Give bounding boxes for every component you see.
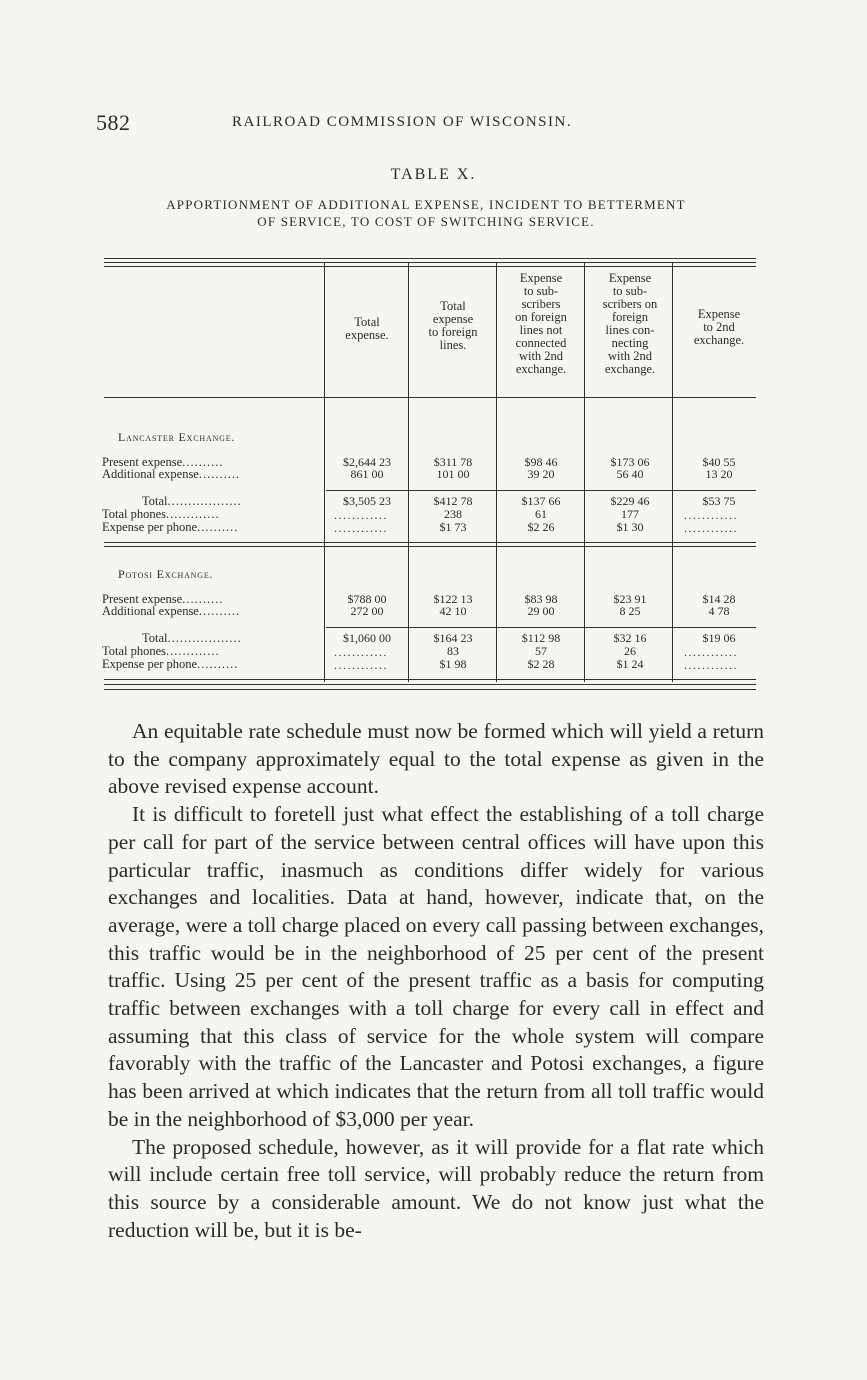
table-cell: $412 78 bbox=[433, 494, 473, 508]
table-rule bbox=[104, 258, 756, 259]
table-cell: $112 98 bbox=[521, 631, 561, 645]
leader-dots: .......... bbox=[198, 467, 241, 481]
column-divider bbox=[324, 262, 325, 682]
running-head: RAILROAD COMMISSION OF WISCONSIN. bbox=[232, 114, 573, 130]
column-header: to sub- bbox=[612, 284, 648, 298]
row-label-text: Total phones bbox=[102, 644, 167, 658]
table-cell: $173 06 bbox=[610, 455, 650, 469]
table-caption-line-1: APPORTIONMENT OF ADDITIONAL EXPENSE, INCIDENT TO BETTERMENT bbox=[166, 197, 686, 212]
empty-cell-dots: ............ bbox=[334, 645, 388, 659]
column-header: on foreign bbox=[515, 310, 567, 324]
table-cell: 56 40 bbox=[616, 467, 644, 481]
row-label-text: Present expense bbox=[102, 592, 183, 606]
table-cell: $1,060 00 bbox=[343, 631, 391, 645]
column-header: lines con- bbox=[605, 323, 655, 337]
table-cell: $3,505 23 bbox=[343, 494, 391, 508]
table-cell: 13 20 bbox=[705, 467, 733, 481]
leader-dots: .......... bbox=[197, 520, 239, 534]
table-cell: $137 66 bbox=[521, 494, 561, 508]
empty-cell-dots: ............ bbox=[684, 521, 738, 535]
table-cell: 83 bbox=[447, 644, 459, 658]
paragraph: An equitable rate schedule must now be formed which will yield a return to the company approximately equal to the total expense as given in the above revised expense account. bbox=[108, 719, 764, 799]
column-divider bbox=[496, 262, 497, 682]
table-cell: $14 28 bbox=[702, 592, 736, 606]
table-cell: $1 30 bbox=[616, 520, 644, 534]
table-cell: $32 16 bbox=[613, 631, 647, 645]
column-header: to 2nd bbox=[703, 320, 735, 334]
table-rule bbox=[104, 679, 756, 680]
table-cell: 8 25 bbox=[619, 604, 641, 618]
column-header: with 2nd bbox=[518, 349, 564, 363]
paragraph: It is difficult to foretell just what effect the establishing of a toll charge per call for part of the service between central offices will have upon this particular traffic, inasmuch as conditions differ widely for various exchanges and localities. Data at hand, however, indicate that, on the average, were a toll charge placed on every call passing between exchanges, this traffic would be in the neighborhood of 25 per cent of the present traffic. Using 25 per cent of the present traffic as a basis for computing traffic between exchanges with a toll charge for every call in effect and assuming that this class of service for the whole system will compare favorably with the traffic of the Lancaster and Potosi exchanges, a figure has been arrived at which indicates that the return from all toll traffic would be in the neighborhood of $3,000 per year. bbox=[108, 802, 764, 1131]
column-header: Expense bbox=[608, 271, 652, 285]
table-rule bbox=[104, 266, 756, 267]
empty-cell-dots: ............ bbox=[684, 508, 738, 522]
row-label-text: Total bbox=[142, 494, 168, 508]
row-label-text: Total bbox=[142, 631, 168, 645]
table-cell: 101 00 bbox=[436, 467, 470, 481]
table-cell: $98 46 bbox=[524, 455, 558, 469]
table-cell: $164 23 bbox=[433, 631, 473, 645]
column-header: with 2nd bbox=[607, 349, 653, 363]
table-cell: 861 00 bbox=[350, 467, 384, 481]
row-label-text: Expense per phone bbox=[102, 657, 198, 671]
row-label-text: Present expense bbox=[102, 455, 183, 469]
table-cell: $229 46 bbox=[610, 494, 650, 508]
leader-dots: ............. bbox=[166, 644, 220, 658]
leader-dots: ............. bbox=[166, 507, 220, 521]
table-cell: 238 bbox=[444, 507, 462, 521]
table-rule bbox=[326, 627, 756, 628]
table-title: TABLE X. bbox=[390, 166, 477, 183]
table-cell: $2 28 bbox=[527, 657, 555, 671]
row-label-text: Additional expense bbox=[102, 467, 199, 481]
table-cell: 61 bbox=[535, 507, 547, 521]
row-label-text: Expense per phone bbox=[102, 520, 198, 534]
column-header: scribers on bbox=[602, 297, 658, 311]
column-header: Expense bbox=[519, 271, 563, 285]
column-header: Total bbox=[440, 299, 466, 313]
table-cell: $1 98 bbox=[439, 657, 467, 671]
table-cell: 57 bbox=[535, 644, 547, 658]
table-cell: 177 bbox=[621, 507, 639, 521]
page-number: 582 bbox=[96, 110, 131, 135]
table-cell: $1 73 bbox=[439, 520, 467, 534]
table-cell: $1 24 bbox=[616, 657, 644, 671]
column-header: scribers bbox=[521, 297, 561, 311]
column-header: exchange. bbox=[515, 362, 567, 376]
table-cell: $2,644 23 bbox=[343, 455, 391, 469]
table-rule bbox=[104, 397, 756, 398]
empty-cell-dots: ............ bbox=[684, 658, 738, 672]
column-header: lines not bbox=[519, 323, 563, 337]
column-header: expense. bbox=[345, 328, 389, 342]
row-label bbox=[102, 605, 240, 618]
leader-dots: .......... bbox=[198, 604, 241, 618]
row-label-text: Additional expense bbox=[102, 604, 199, 618]
table-cell: $19 06 bbox=[702, 631, 736, 645]
row-label bbox=[102, 521, 238, 534]
leader-dots: .......... bbox=[182, 455, 224, 469]
empty-cell-dots: ............ bbox=[334, 508, 388, 522]
paragraph: The proposed schedule, however, as it will provide for a flat rate which will include certain free toll service, will probably reduce the return from this source by a considerable amount. We do not know just what the reduction will be, but it is be- bbox=[108, 1134, 764, 1242]
column-header: to foreign bbox=[428, 325, 478, 339]
column-header: to sub- bbox=[523, 284, 559, 298]
column-header: connected bbox=[515, 336, 567, 350]
empty-cell-dots: ............ bbox=[334, 521, 388, 535]
table-cell: $788 00 bbox=[347, 592, 387, 606]
leader-dots: .................. bbox=[167, 631, 242, 645]
table-cell: $122 13 bbox=[433, 592, 473, 606]
leader-dots: .................. bbox=[167, 494, 242, 508]
column-header: necting bbox=[611, 336, 649, 350]
column-header: foreign bbox=[611, 310, 649, 324]
table-caption bbox=[96, 196, 756, 230]
table-caption-line-2: OF SERVICE, TO COST OF SWITCHING SERVICE. bbox=[257, 214, 595, 229]
column-header: expense bbox=[432, 312, 474, 326]
table-cell: 26 bbox=[624, 644, 636, 658]
table-cell: $2 26 bbox=[527, 520, 555, 534]
table-rule bbox=[104, 542, 756, 543]
table-cell: $23 91 bbox=[613, 592, 647, 606]
empty-cell-dots: ............ bbox=[334, 658, 388, 672]
table-cell: $53 75 bbox=[702, 494, 736, 508]
column-header: Expense bbox=[697, 307, 741, 321]
column-header: Total bbox=[354, 315, 380, 329]
table-cell: $83 98 bbox=[524, 592, 558, 606]
table-rule bbox=[104, 684, 756, 685]
page-header bbox=[96, 110, 756, 140]
column-header: lines. bbox=[439, 338, 467, 352]
row-label bbox=[102, 658, 238, 671]
leader-dots: .......... bbox=[182, 592, 224, 606]
leader-dots: .......... bbox=[197, 657, 239, 671]
empty-cell-dots: ............ bbox=[684, 645, 738, 659]
table-cell: 272 00 bbox=[350, 604, 384, 618]
table-cell: $311 78 bbox=[433, 455, 473, 469]
row-label bbox=[102, 468, 240, 481]
table-cell: 29 00 bbox=[527, 604, 555, 618]
table-cell: 39 20 bbox=[527, 467, 555, 481]
column-header: exchange. bbox=[604, 362, 656, 376]
table-cell: 42 10 bbox=[439, 604, 467, 618]
section-title: Lancaster Exchange. bbox=[118, 430, 236, 444]
table-rule bbox=[104, 546, 756, 547]
table-rule bbox=[326, 490, 756, 491]
table-rule bbox=[104, 262, 756, 263]
table-cell: $40 55 bbox=[702, 455, 736, 469]
column-divider bbox=[408, 262, 409, 682]
body-text bbox=[108, 718, 764, 1244]
table-cell: 4 78 bbox=[708, 604, 730, 618]
row-label-text: Total phones bbox=[102, 507, 167, 521]
column-header: exchange. bbox=[693, 333, 745, 347]
table-rule bbox=[104, 689, 756, 690]
section-title: Potosi Exchange. bbox=[118, 567, 214, 581]
column-divider bbox=[584, 262, 585, 682]
